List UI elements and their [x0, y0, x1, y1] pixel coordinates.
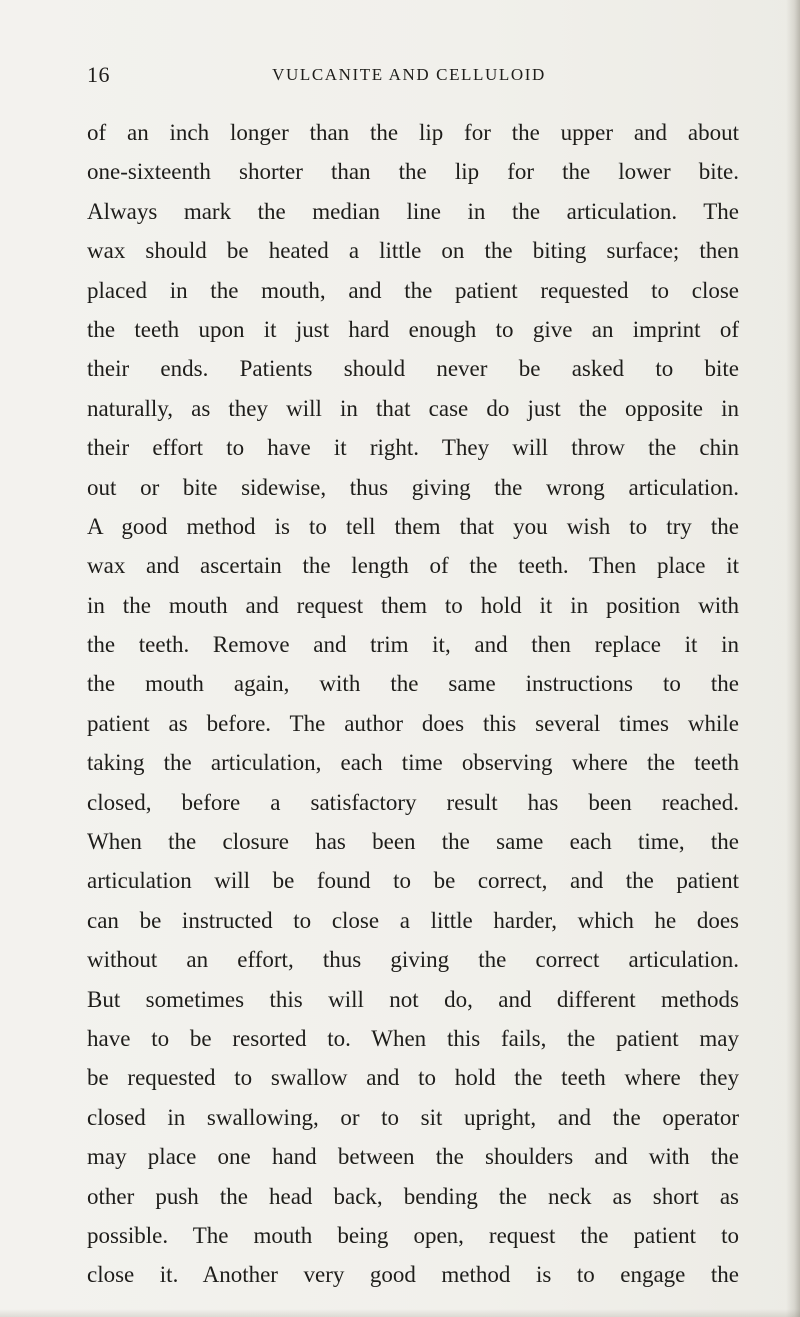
text-line: without an effort, thus giving the correct articulation.: [87, 947, 739, 973]
text-line: close it. Another very good method is to engage the: [87, 1262, 739, 1288]
page-edge-shadow: [786, 0, 800, 1317]
text-line: Always mark the median line in the articulation. The: [87, 198, 739, 224]
text-line: patient as before. The author does this several times while: [87, 710, 739, 736]
text-line: taking the articulation, each time observing where the teeth: [87, 750, 739, 776]
text-line: may place one hand between the shoulders and with the: [87, 1144, 739, 1170]
text-line: the mouth again, with the same instructions to the: [87, 671, 739, 697]
body-text: [87, 113, 739, 1295]
text-line: their effort to have it right. They will throw the chin: [87, 435, 739, 461]
text-line: wax should be heated a little on the biting surface; then: [87, 238, 739, 264]
text-line: of an inch longer than the lip for the upper and about: [87, 120, 739, 145]
text-line: naturally, as they will in that case do just the opposite in: [87, 395, 739, 421]
text-line: out or bite sidewise, thus giving the wrong articulation.: [87, 474, 739, 500]
text-line: the teeth. Remove and trim it, and then replace it in: [87, 632, 739, 658]
text-line: closed, before a satisfactory result has been reached.: [87, 789, 739, 815]
text-line: But sometimes this will not do, and different methods: [87, 986, 739, 1012]
text-line: wax and ascertain the length of the teeth. Then place it: [87, 553, 739, 579]
page-number: 16: [87, 62, 110, 87]
text-line: the teeth upon it just hard enough to give an imprint of: [87, 316, 739, 342]
text-line: have to be resorted to. When this fails, the patient may: [87, 1025, 739, 1051]
text-line: placed in the mouth, and the patient requested to close: [87, 277, 739, 303]
running-head: VULCANITE AND CELLULOID: [272, 65, 546, 84]
text-line: can be instructed to close a little harder, which he does: [87, 907, 739, 933]
text-line: possible. The mouth being open, request the patient to: [87, 1222, 739, 1248]
text-line: one-sixteenth shorter than the lip for the lower bite.: [87, 159, 739, 185]
text-line: other push the head back, bending the neck as short as: [87, 1183, 739, 1209]
page-header: [87, 62, 731, 92]
text-line: closed in swallowing, or to sit upright, and the operator: [87, 1104, 739, 1130]
page-bottom-shadow: [0, 1309, 800, 1317]
text-line: be requested to swallow and to hold the teeth where they: [87, 1065, 739, 1091]
text-line: in the mouth and request them to hold it in position with: [87, 592, 739, 618]
text-line: articulation will be found to be correct, and the patient: [87, 868, 739, 894]
text-line: A good method is to tell them that you wish to try the: [87, 513, 739, 539]
text-line: their ends. Patients should never be asked to bite: [87, 356, 739, 382]
text-line: When the closure has been the same each time, the: [87, 829, 739, 855]
